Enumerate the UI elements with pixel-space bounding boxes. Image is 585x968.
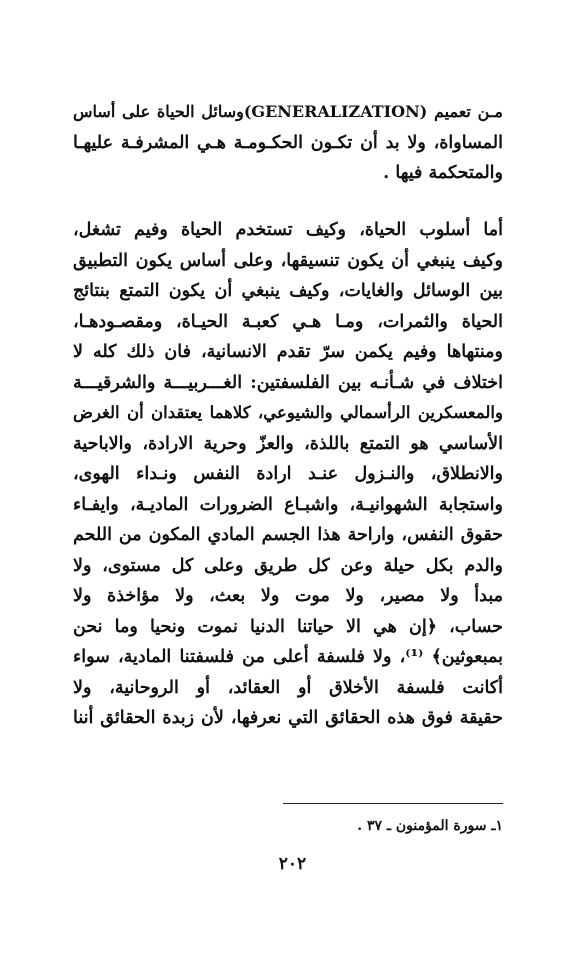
text-line: حساب، ﴿إن هي الا حياتنا الدنيا نموت ونحيا وما نحن xyxy=(73,616,503,637)
page-number: ٢٠٢ xyxy=(278,854,307,874)
text-line: وكيف ينبغي أن يكون تنسيقها، وعلى أساس يكون التطبيق xyxy=(73,250,503,271)
text-line: حقيقة فوق هذه الحقائق التي نعرفها، لأن زبدة الحقائق أننا xyxy=(73,708,503,728)
text-line: مـن تعميم (GENERALIZATION)وسائل الحياة على أساس xyxy=(73,102,503,121)
text-line: الأساسي هو التمتع باللذة، والعزّ وحرية الارادة، والاباحية xyxy=(73,433,503,454)
text-line: ومنتهاها وفيم يكمن سرّ تقدم الانسانية، فان ذلك كله لا xyxy=(73,342,503,362)
paragraph-1 xyxy=(73,97,503,189)
text-line: بمبعوثين﴾ ⁽¹⁾، ولا فلسفة أعلى من فلسفتنا المادية، سواء xyxy=(73,647,503,667)
text-line: بين الوسائل والغايات، وكيف ينبغي أن يكون التمتع بنتائج xyxy=(73,281,503,301)
footnote-divider xyxy=(283,803,503,804)
text-line: اختلاف في شـأنـه بين الفلسفتين: الغـــربيـــة والشرقيـــة xyxy=(73,372,503,393)
footnote: ١ـ سورة المؤمنون ـ ٣٧ . xyxy=(357,818,503,834)
text-line: مبدأ ولا مصير، ولا موت ولا بعث، ولا مؤاخذة ولا xyxy=(73,586,503,606)
text-line: والانطلاق، والنـزول عنـد ارادة النفس ونـداء الهوى، xyxy=(73,464,503,484)
paragraph-2 xyxy=(73,215,503,734)
text-line: الحياة والثمرات، ومـا هـي كعبـة الحيـاة، ومقصـودهـا، xyxy=(73,311,503,332)
text-line: والدم بكل حيلة وعن كل طريق وعلى كل مستوى، ولا xyxy=(73,555,503,576)
text-line: والمتحكمة فيها . xyxy=(383,163,503,183)
text-line: حقوق النفس، واراحة هذا الجسم المادي المكون من اللحم xyxy=(73,525,503,545)
text-line: المساواة، ولا بد أن تكـون الحكـومـة هـي المشرفـة عليهـا xyxy=(73,132,503,153)
text-line: والمعسكرين الرأسمالي والشيوعي، كلاهما يعتقدان أن الغرض xyxy=(73,403,503,422)
text-line: أما أسلوب الحياة، وكيف تستخدم الحياة وفيم تشغل، xyxy=(73,220,503,240)
text-line: أكانت فلسفة الأخلاق أو العقائد، أو الروحانية، ولا xyxy=(73,677,503,698)
text-line: واستجابة الشهوانيـة، واشبـاع الضرورات الماديـة، وايفـاء xyxy=(73,494,503,515)
